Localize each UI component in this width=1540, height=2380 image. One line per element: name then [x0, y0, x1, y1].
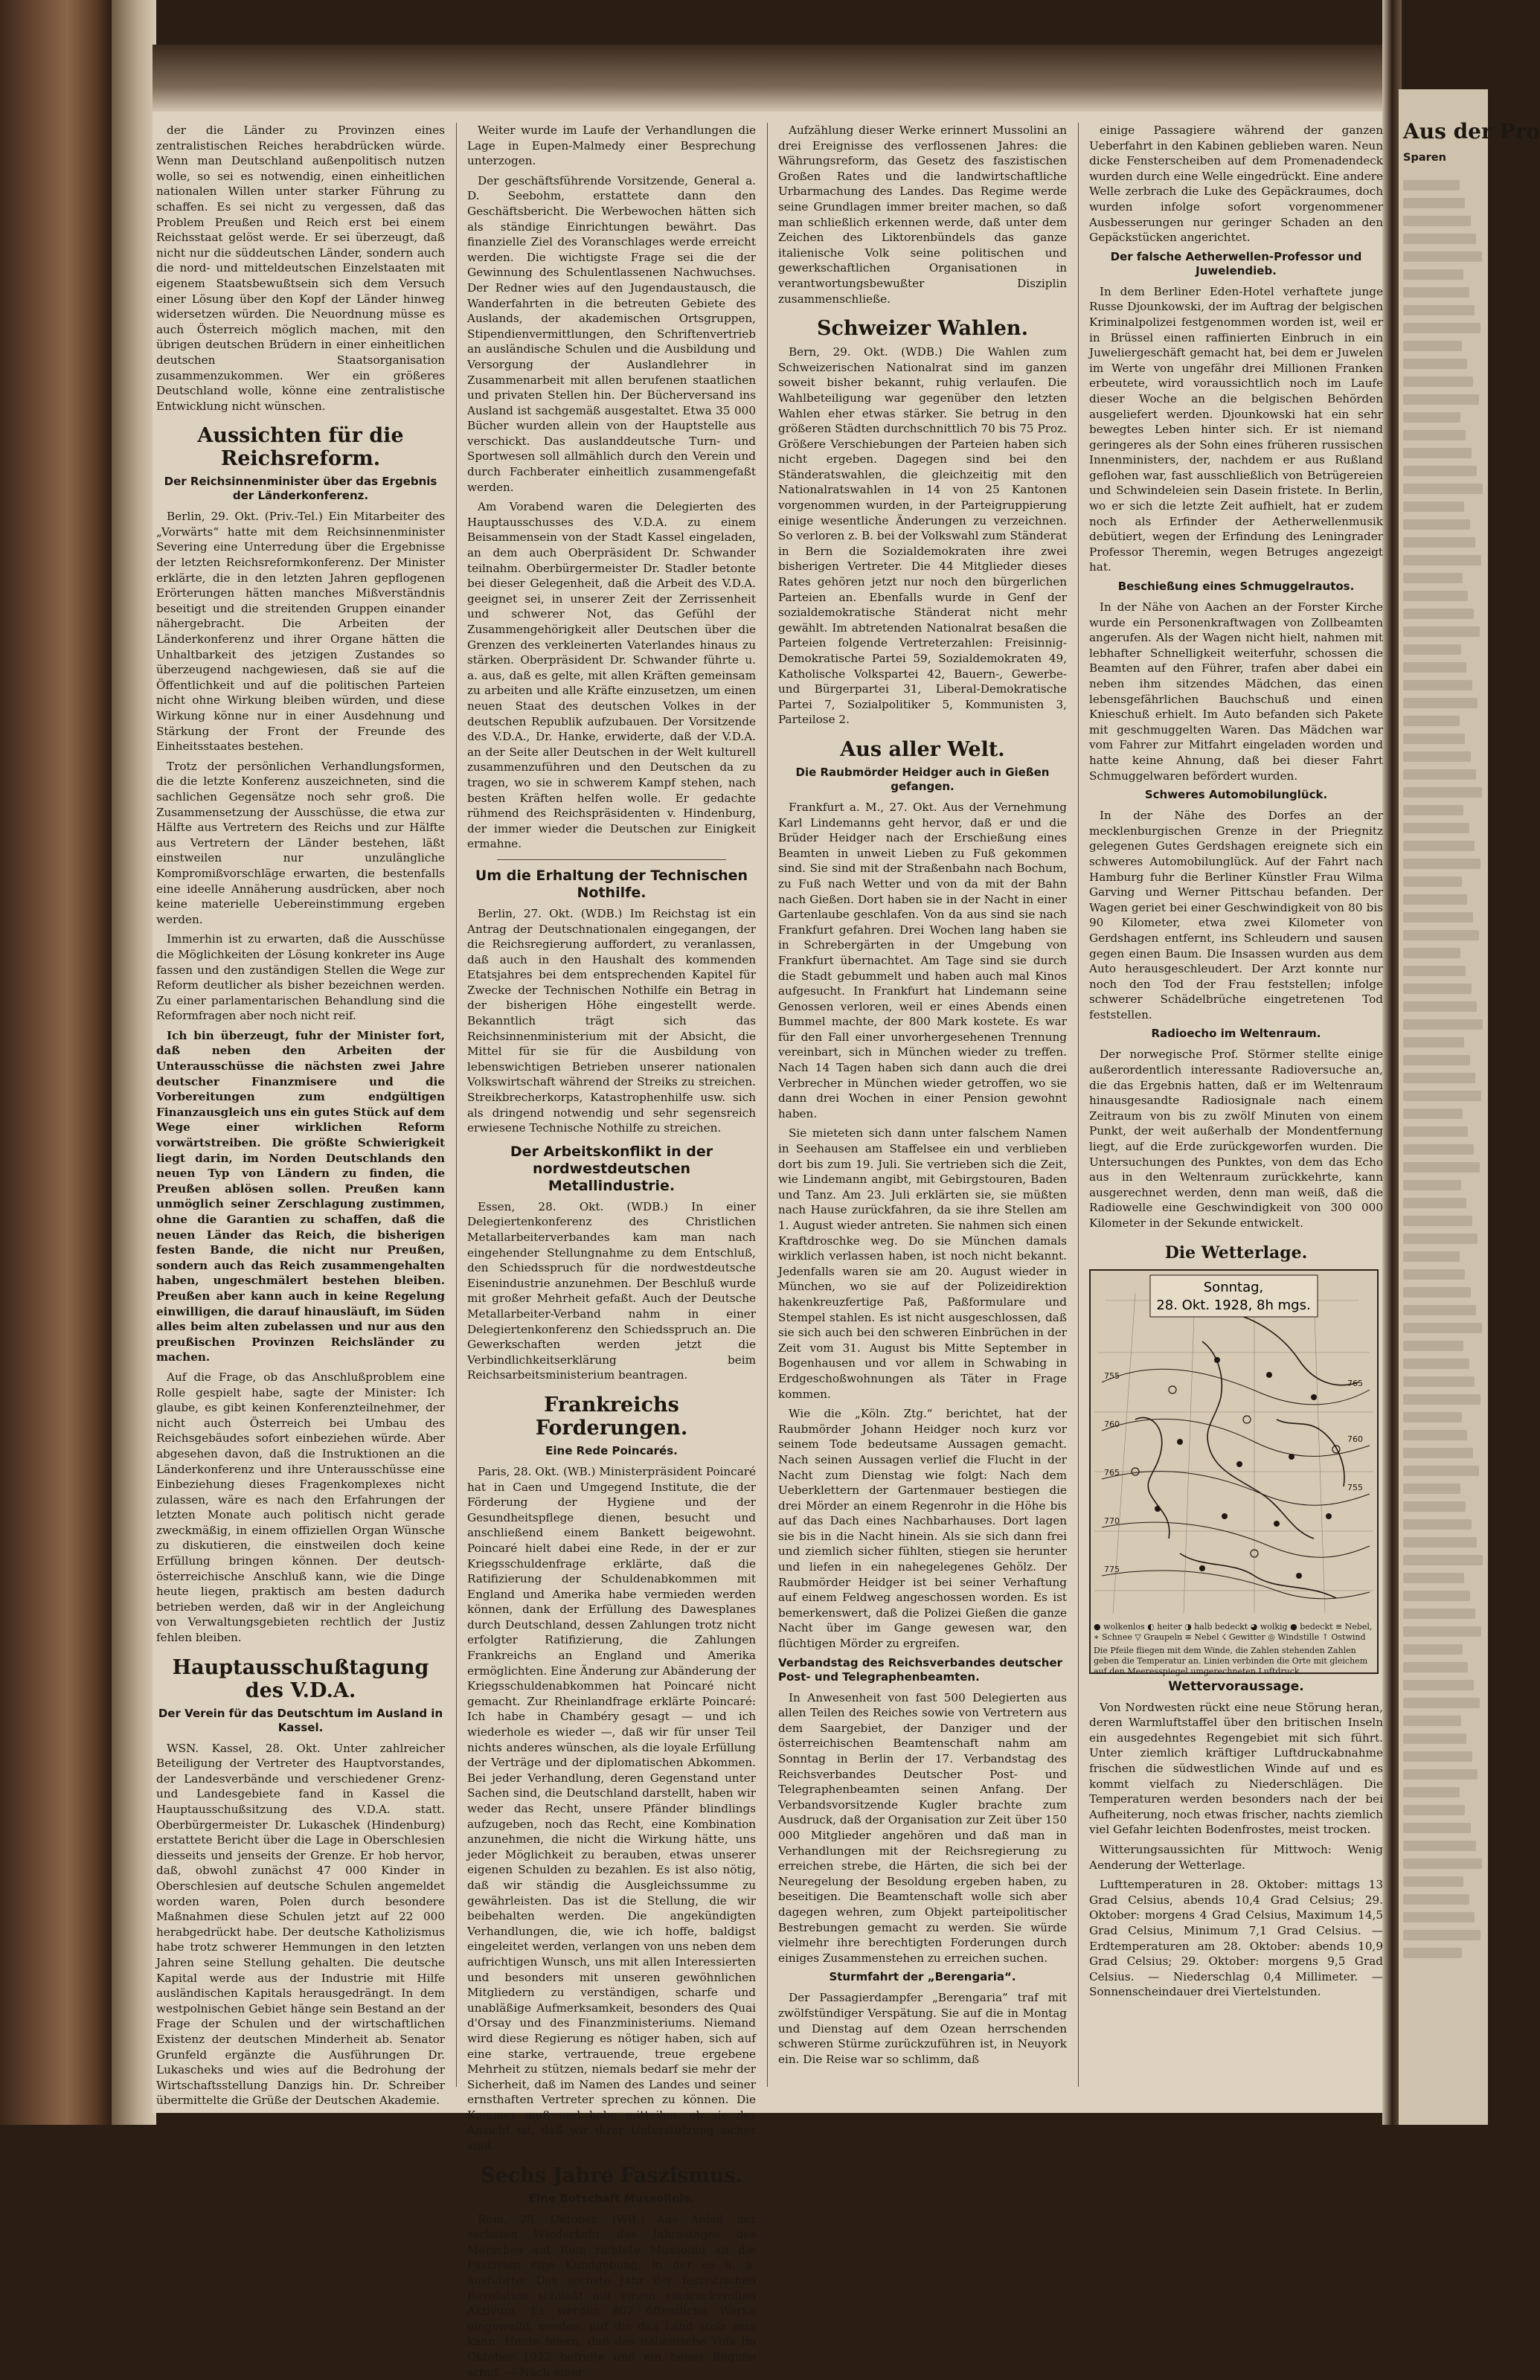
article-paragraph: Lufttemperaturen in 28. Oktober: mittags 13 Grad Celsius, abends 10,4 Grad Celsius; 29. Oktober: morgens 4 Grad Celsius, Maximum 14,5 Grad Celsius, Minimum 7,1 Grad Celsius. — Erdtemperaturen am 28. Oktober: abends 10,9 Grad Celsius; 29. Oktober: morgens 9,5 Grad Celsius. — Niederschlag 0,4 Millimeter. — Sonnenscheindauer drei Viertelstunden. — [1089, 1878, 1383, 1999]
adjacent-page-text-line — [1403, 448, 1472, 458]
adjacent-page-text-line — [1403, 1751, 1472, 1762]
article-bold-paragraph: Ich bin überzeugt, fuhr der Minister fort, daß neben den Arbeiten der Unterausschüsse die nächsten zwei Jahre deutscher Finanzmisere und die Vorbereitungen zum endgültigen Finanzausgleich uns ein gutes Stück auf dem Wege einer wirklichen Reform vorwärtstreiben. Die größte Schwierigkeit liegt darin, im Norden Deutschlands den neuen Typ von Ländern zu finden, die Preußen ablösen sollen. Preußen kann unmöglich seiner Zerschlagung zustimmen, ohne die Garantien zu schaffen, daß die neuen Länder das Reich, die bisherigen festen Bande, die nicht nur Preußen, sondern auch das Reich zusammengehalten haben, ungeschmälert bestehen bleiben. Preußen aber kann auch in keine Regelung einwilligen, die darauf hinausläuft, im Süden alles beim alten zubelassen und nur aus den preußischen Provinzen Reichsländer zu machen. — [156, 1028, 445, 1364]
adjacent-page-text-line — [1403, 287, 1469, 298]
weather-map — [1089, 1269, 1379, 1674]
adjacent-page-text-line — [1403, 1769, 1478, 1780]
page-top-edge — [153, 45, 1384, 115]
adjacent-page-text-line — [1403, 1073, 1475, 1083]
adjacent-page-text-line — [1403, 859, 1480, 869]
adjacent-page-text-line — [1403, 1430, 1467, 1440]
article-subhead: Die Raubmörder Heidger auch in Gießen gefangen. — [795, 765, 1050, 793]
article-paragraph: Frankfurt a. M., 27. Okt. Aus der Vernehmung Karl Lindemanns geht hervor, daß er und die Brüder Heidger nach der Erschießung eines Beamten in unweit Lieben zu Fuß gekommen sind. Sie sind mit der Straßenbahn nach Bochum, zu Fuß nach Wetter und von da mit der Bahn nach Gießen. Dort haben sie in der Nacht in einer Gartenlaube geschlafen. Von da aus sind sie nach Frankfurt gefahren. Drei Wochen lang haben sie in Schrebergärten in der Umgebung von Frankfurt übernachtet. Am Tage sind sie durch die Stadt gebummelt und haben auch mal Kinos aufgesucht. In Frankfurt hat Lindemann seine Genossen verloren, weil er eines Abends einen Bummel machte, der 800 Mark kostete. Es war für den Fall einer unvorhergesehenen Trennung vereinbart, sich in München wieder zu treffen. Nach 14 Tagen haben sich dann auch die drei Verbrecher in München wieder getroffen, wo sie dann drei Wochen in einer Pension gewohnt haben. — [778, 800, 1067, 1120]
adjacent-page-text-line — [1403, 1787, 1460, 1797]
adjacent-page-text-line — [1403, 1019, 1483, 1030]
adjacent-page-text-line — [1403, 1055, 1470, 1065]
isobar-label: 765 — [1347, 1378, 1363, 1388]
adjacent-page-text-line — [1403, 698, 1478, 708]
column-2 — [467, 123, 756, 2379]
article-paragraph: Sie mieteten sich dann unter falschem Namen in Seehausen am Staffelsee ein und verblieben dort bis zum 19. Juli. Sie vertrieben sich die Zeit, wie Lindemann angibt, mit Gebirgstouren, Baden und Tanz. Am 23. Juli erklärten sie, sie müßten nach Hause zurückfahren, da sie ihre Stellen am 1. August wieder antreten. Sie nahmen sich einen Kraftdroschke weg. Do sie München damals wirklich verlassen haben, ist noch nicht bekannt. Jedenfalls waren sie am 20. August wieder in München, wo sie auf der Polizeidirektion hakenkreuzfertige Paß, Paßformulare und Stempel stahlen. Es ist nicht ausgeschlossen, daß sie sich auch bei den schweren Einbrüchen in der Zeit vom 31. August bis Mitte September in Bogenhausen und vor allem in Schwabing in Erdgeschoßwohnungen als Täter in Frage kommen. — [778, 1126, 1067, 1401]
adjacent-page-text-line — [1403, 180, 1460, 190]
adjacent-page-text-line — [1403, 644, 1461, 655]
column-3 — [778, 123, 1067, 2094]
adjacent-page-text-line — [1403, 823, 1469, 833]
adjacent-page-text-line — [1403, 484, 1483, 494]
article-subhead: Der Verein für das Deutschtum im Ausland in Kassel. — [158, 1706, 443, 1734]
article-paragraph: In Anwesenheit von fast 500 Delegierten aus allen Teilen des Reiches sowie von Vertretern aus dem Saargebiet, der Danziger und der österreichischen Beamtenschaft nahm am Sonntag in Berlin der 17. Verbandstag des Reichsverbandes Deutscher Post- und Telegraphenbeamten seinen Anfang. Der Verbandsvorsitzende Kugler brachte zum Ausdruck, daß der Organisation zur Zeit über 150 000 Mitglieder angehören und daß man in Verhandlungen mit der Reichsregierung zu erreichen strebe, die Härten, die sich bei der Neuregelung der Besoldung ergeben haben, zu beseitigen. Die Beamtenschaft wolle sich aber dagegen wehren, zum Objekt parteipolitischer Bestrebungen gemacht zu werden. Sie würde vielmehr ihre berechtigten Forderungen durch einiges Zusammenstehen zu erreichen suchen. — [778, 1690, 1067, 1965]
adjacent-page-text-line — [1403, 1591, 1470, 1601]
weather-map-legend: ● wolkenlos ◐ heiter ◑ halb bedeckt ◕ wolkig ● bedeckt ≡ Nebel, ∗ Schnee ▽ Graupeln ≡ Nebel ☇ Gewitter ◎ Windstille ↑ Ostwind — [1094, 1621, 1373, 1642]
adjacent-page-text-line — [1403, 1109, 1463, 1119]
adjacent-page-text-line — [1403, 1466, 1479, 1476]
adjacent-page-text-line — [1403, 359, 1467, 369]
adjacent-page-text-line — [1403, 1001, 1477, 1012]
adjacent-page-text-line — [1403, 1412, 1462, 1422]
adjacent-page-text-line — [1403, 1251, 1460, 1262]
article-paragraph: In der Nähe des Dorfes an der mecklenburgischen Grenze in der Priegnitz gelegenen Gutes Gerdshagen ereignete sich ein schweres Automobilunglück. Auf der Fahrt nach Hamburg fuhr die Berliner Künstler Frau Wilma Garving und Werner Pittschau befanden. Der Wagen geriet bei einer Geschwindigkeit von 80 bis 90 Kilometer, etwa zwei Kilometer von Gerdshagen entfernt, ins Schleudern und sausen gegen einen Baum. Die Insassen wurden aus dem Auto herausgeschleudert. Der Arzt konnte nur noch den Tod der Frau feststellen; infolge schwerer Schädelbrüche eingetretenen Tod feststellen. — [1089, 809, 1383, 1021]
adjacent-page-text-line — [1403, 626, 1480, 637]
weather-headline: Die Wetterlage. — [1164, 1242, 1308, 1263]
column-intro-paragraph: Weiter wurde im Laufe der Verhandlungen die Lage in Eupen-Malmedy einer Besprechung unterzogen. — [467, 124, 756, 168]
adjacent-page-text-line — [1403, 519, 1470, 530]
article-paragraph: Paris, 28. Okt. (WB.) Ministerpräsident Poincaré hat in Caen und Umgegend Institute, die der Förderung der Hygiene und der Gesundheitspflege dienen, besucht und anschließend einem Bankett beigewohnt. Poincaré hielt dabei eine Rede, in der er zur Kriegsschuldenfrage erklärte, daß die Ratifizierung der Schuldenabkommen mit England und Amerika habe vermieden werden können, dank der Erfüllung des Dawesplanes durch Deutschland, dessen Zahlungen trotz nicht erfolgter Ratifizierung, die Zahlungen Frankreichs an England und Amerika ermöglichten. Eine Änderung zur Abänderung der Kriegsschuldenabkommen hat Poincaré nicht gemacht. Zur Rheinlandfrage erklärte Poincaré: Ich habe in Chambéry gesagt — und ich wiederhole es wieder —, daß wir für unser Teil nichts anderes wünschen, als die loyale Erfüllung der Verträge und der diplomatischen Abkommen. Bei jeder Verhandlung, deren Gegenstand unter Sachen sind, die Deutschland darstellt, haben wir weder das Recht, unsere Pfänder blindlings aufzugeben, noch das Recht, eine Kombination anzunehmen, die nicht die Wirkung hätte, uns jeder Möglichkeit zu berauben, etwas unserer eigenen Schulden zu bezahlen. Es ist also nötig, daß wir ständig die Ausgleichssumme zu gewährleisten. Das ist die Stellung, die wir beibehalten werden. Die angekündigten Verhandlungen, die, wie ich hoffe, baldigst eingeleitet werden, verlangen von uns neben dem aufrichtigen Wunsch, uns mit allen Interessierten und besonders mit unseren gewöhnlichen Mitgliedern zu verständigen, scharfe und unabläßige Aufmerksamkeit, besonders des Quai d'Orsay und des Finanzministeriums. Niemand wird diese Regierung es nötiger haben, sich auf eine starke, vertrauende, treue ergebene Mehrheit zu stützen, niemals bedarf sie mehr der Sicherheit, daß im Namen des Landes und seiner ernsthaften Vertreter sprechen zu können. Die Kammer muß und habe mitteilen, ob sie der Ansicht ist, daß wir ihrer Unterstützung sicher sind. — [467, 1464, 756, 2153]
adjacent-page-strip — [1399, 89, 1540, 2125]
adjacent-page-text-line — [1403, 662, 1466, 673]
adjacent-page-text-line — [1403, 1305, 1476, 1315]
adjacent-page-text-line — [1403, 1180, 1461, 1190]
adjacent-page-text-line — [1403, 591, 1468, 601]
adjacent-page-headline: Aus der Pro — [1403, 119, 1540, 144]
adjacent-page-text-line — [1403, 501, 1464, 512]
isobar-label: 770 — [1104, 1515, 1120, 1526]
adjacent-page-text-line — [1403, 1287, 1471, 1298]
article-headline: Aussichten für die Reichsreform. — [197, 424, 404, 471]
article-paragraph: Witterungsaussichten für Mittwoch: Wenig Aenderung der Wetterlage. — [1089, 1842, 1383, 1872]
isobar-label: 760 — [1347, 1434, 1363, 1444]
adjacent-page-text-line — [1403, 841, 1475, 851]
adjacent-page-text-line — [1403, 555, 1481, 565]
isobar-label: 755 — [1347, 1482, 1363, 1492]
article-headline: Frankreichs Forderungen. — [535, 1393, 688, 1440]
adjacent-page-text-line — [1403, 573, 1463, 583]
adjacent-page-text-line — [1403, 1608, 1475, 1619]
article-headline: Um die Erhaltung der Technischen Nothilfe. — [475, 867, 748, 901]
adjacent-page-text-line — [1403, 1626, 1481, 1637]
adjacent-page-text-line — [1403, 609, 1474, 619]
adjacent-page-text-line — [1403, 1269, 1465, 1280]
adjacent-page-text-line — [1403, 805, 1463, 815]
article-headline: Hauptausschußtagung des V.D.A. — [172, 1655, 429, 1702]
adjacent-page-text-line — [1403, 376, 1473, 387]
adjacent-page-text-line — [1403, 1376, 1475, 1387]
adjacent-page-text-line — [1403, 305, 1475, 315]
adjacent-page-text-line — [1403, 430, 1466, 440]
adjacent-page-text-line — [1403, 234, 1476, 244]
weather-map-legend-note: Die Pfeile fliegen mit dem Winde, die Zahlen stehenden Zahlen geben die Temperatur an. Linien verbinden die Orte mit gleichem auf den Meeresspiegel umgerechneten Luftdruck. — [1094, 1645, 1368, 1676]
column-intro-paragraph: einige Passagiere während der ganzen Ueberfahrt in den Kabinen geblieben waren. Neun dicke Fensterscheiben auf dem Promenadendeck wurden durch eine Welle eingedrückt. Eine andere Welle zerbrach die Luke des Gepäckraumes, doch wurden infolge sofort vorgenommener Ausbesserungen nur geringer Schaden an den Gepäckstücken angerichtet. — [1089, 124, 1383, 245]
article-headline: Schweizer Wahlen. — [817, 317, 1028, 341]
column-intro-paragraph: Am Vorabend waren die Delegierten des Hauptausschusses des V.D.A. zu einem Beisammensein von der Stadt Kassel eingeladen, an dem auch Oberpräsident Dr. Schwander teilnahm. Oberbürgermeister Dr. Stadler betonte bei dieser Gelegenheit, daß die Arbeit des V.D.A. geeignet sei, in unserer Zeit der Zerrissenheit und schwerer Not, das Gefühl der Zusammengehörigkeit aller Deutschen über die Grenzen des verkleinerten Vaterlandes hinaus zu stärken. Oberpräsident Dr. Schwander führte u. a. aus, daß es gelte, mit allen Kräften gemeinsam zu arbeiten und alle Kräfte einzusetzen, um einen neuen Staat des deutschen Volkes in der deutschen Republik aufzubauen. Der Vorsitzende des V.D.A., Dr. Hanke, erwiderte, daß der V.D.A. an der Seite aller Deutschen in der Welt kulturell zusammenzuführen und den Deutschen da zu tragen, wo sie in schwerem Kampf stehen, nach besten Kräften helfen wolle. Er gedachte rühmend des Reichspräsidenten v. Hindenburg, der immer wieder die Deutschen zur Einigkeit ermahne. — [467, 500, 756, 851]
adjacent-page-text-line — [1403, 466, 1477, 476]
adjacent-page-text-line — [1403, 1234, 1478, 1244]
article-headline: Der falsche Aetherwellen-Professor und Juwelendieb. — [1110, 249, 1362, 278]
column-rule — [456, 123, 457, 2087]
adjacent-page-text-line — [1403, 394, 1479, 405]
adjacent-page-text-line — [1403, 1948, 1462, 1958]
adjacent-page-text-line — [1403, 1555, 1483, 1565]
article-subhead: Der Reichsinnenminister über das Ergebnis der Länderkonferenz. — [164, 475, 437, 503]
adjacent-page-text-line — [1403, 1680, 1474, 1690]
adjacent-page-text-line — [1403, 912, 1473, 923]
article-subhead: Eine Botschaft Mussolinis. — [528, 2191, 695, 2205]
column-intro-paragraph: Aufzählung dieser Werke erinnert Mussolini an drei Ereignisse des verflossenen Jahres: die Währungsreform, das Gesetz des faszistischen Großen Rates und die landwirtschaftliche Urbarmachung des Landes. Das Regime werde seine Grundlagen immer breiter machen, so daß man schließlich erkennen werde, daß unter dem Zeichen des Liktorenbündels das ganze italienische Volk seine politischen und gewerkschaftlichen Organisationen in verantwortungsbewußter Disziplin zusammenschließe. — [778, 124, 1067, 306]
book-binding — [0, 0, 112, 2125]
adjacent-page-text-line — [1403, 1091, 1481, 1101]
column-1 — [156, 123, 445, 2108]
adjacent-page-text-line — [1403, 1912, 1475, 1922]
adjacent-page-text-line — [1403, 1662, 1468, 1672]
article-headline: Schweres Automobilunglück. — [1144, 788, 1328, 802]
adjacent-page-text-line — [1403, 1323, 1482, 1333]
article-paragraph: Trotz der persönlichen Verhandlungsformen, die die letzte Konferenz auszeichneten, sind die sachlichen Gegensätze noch sehr groß. Die Zusammensetzung der Ausschüsse, die etwa zur Hälfte aus Vertretern des Reichs und zur Hälfte aus Vertretern der Länder bestehen, läßt einstweilen nur unzulängliche Kompromißvorschläge erwarten, die bestenfalls eine ideelle Annäherung ausdrücken, aber noch keine materielle Uebereinstimmung ergeben werden. — [156, 759, 445, 926]
adjacent-page-text-line — [1403, 251, 1482, 262]
adjacent-page-text-line — [1403, 716, 1460, 726]
article-paragraph: Essen, 28. Okt. (WDB.) In einer Delegiertenkonferenz des Christlichen Metallarbeiterverbandes kam man nach eingehender Stellungnahme zu dem Entschluß, den Schiedsspruch für die nordwestdeutsche Eisenindustrie anzunehmen. Der Beschluß wurde mit großer Mehrheit gefaßt. Auch der Deutsche Metallarbeiter-Verband nahm in einer Delegiertenkonferenz den Schiedsspruch an. Die Gewerkschaften werden jetzt die Verbindlichkeitserklärung beim Reichsarbeitsministerium beantragen. — [467, 1199, 756, 1382]
adjacent-page-text-line — [1403, 787, 1482, 798]
adjacent-page-text-line — [1403, 1823, 1471, 1833]
article-paragraph: In der Nähe von Aachen an der Forster Kirche wurde ein Personenkraftwagen von Zollbeamten angerufen. Als der Wagen nicht hielt, nahmen mit lebhafter Schnelligkeit weiterfuhr, schossen die Beamten auf den Führer, trafen aber dabei ein neben ihm sitzendes Mädchen, das einen lebensgefährlichen Bauchschuß und einen Knieschuß erhielt. Im Auto befanden sich Pakete mit geschmuggelten Waren. Das Mädchen war vom Fahrer zur Mitfahrt eingeladen worden und hatte keine Ahnung, daß bei dieser Fahrt Schmuggelwaren befördert wurden. — [1089, 600, 1383, 783]
adjacent-page-text-line — [1403, 948, 1460, 958]
article-headline: Beschießung eines Schmuggelrautos. — [1117, 580, 1355, 594]
adjacent-page-text-line — [1403, 1841, 1476, 1851]
adjacent-page-text-line — [1403, 680, 1472, 690]
adjacent-page-text-line — [1403, 537, 1475, 548]
article-paragraph: Bern, 29. Okt. (WDB.) Die Wahlen zum Schweizerischen Nationalrat sind im ganzen soweit bisher bekannt, ruhig verlaufen. Die Wahlbeteiligung war gegenüber den letzten Wahlen eher etwas stärker. Sie betrug in den größeren Städten durchschnittlich 70 bis 75 Proz. Größere Verschiebungen der Parteien haben sich nicht ergeben. Dagegen sind bei den Ständeratswahlen, die gleichzeitig mit den Nationalratswahlen in 14 von 25 Kantonen vorgenommen wurden, in der Parteigruppierung einige wesentliche Änderungen zu verzeichnen. So verloren z. B. bei der Volkswahl zum Ständerat in Bern die Sozialdemokraten ihre zwei bisherigen Vertreter. Die 44 Mitglieder dieses Rates gehören jetzt nur noch den bürgerlichen Parteien an. Ebenfalls wurde in Genf der sozialdemokratische Ständerat nicht mehr gewählt. Im abtretenden Nationalrat besaßen die Parteien folgende Vertreterzahlen: Freisinnig-Demokratische Partei 59, Sozialdemokraten 49, Katholische Volkspartei 42, Bauern-, Gewerbe- und Bürgerpartei 31, Liberal-Demokratische Partei 7, Sozialpolitiker 5, Kommunisten 3, Parteilose 2. — [778, 345, 1067, 727]
adjacent-page-text-line — [1403, 1198, 1466, 1208]
article-subhead: Eine Rede Poincarés. — [545, 1443, 678, 1457]
adjacent-page-text-lines — [1399, 170, 1488, 1958]
article-paragraph: Von Nordwesten rückt eine neue Störung heran, deren Warmluftstaffel über den britischen Inseln ein ausgedehntes Regengebiet mit sich führt. Unter ziemlich kräftiger Luftdruckabnahme frischen die südwestlichen Winde auf und es kommt vielfach zu Niederschlägen. Die Temperaturen werden besonders nach der bei Aufheiterung, noch etwas frischer, nachts ziemlich viel Gefahr leichten Bodenfrostes, meist trocken. — [1089, 1700, 1383, 1837]
adjacent-page-text-line — [1403, 269, 1463, 280]
article-headline: Aus aller Welt. — [840, 737, 1005, 761]
article-headline: Sechs Jahre Faszismus. — [480, 2164, 743, 2187]
article-paragraph: WSN. Kassel, 28. Okt. Unter zahlreicher Beteiligung der Vertreter des Hauptvorstandes, der Landesverbände und verschiedener Grenz- und Landesgebiete fand in Kassel die Hauptausschußsitzung des V.D.A. statt. Oberbürgermeister Dr. Lukaschek (Hindenburg) erstattete Bericht über die Lage in Oberschlesien diesseits und jenseits der Grenze. Er hob hervor, daß, obwohl zunächst 47 000 Kinder in Oberschlesien auf deutsche Schulen angemeldet worden waren, Polen durch besondere Maßnahmen diese Schulen jetzt auf 22 000 herabgedrückt habe. Der deutsche Katholizismus habe trotz schwerer Hemmungen in den letzten Jahren seine Stellung gehalten. Die deutsche Kapital werde aus der Industrie mit Hilfe ausländischen Kapitals herausgedrängt. In dem westpolnischen Gebiet hänge sein Bestand an der Frage der Schulen und der wirtschaftlichen Existenz der deutschen Minderheit ab. Senator Grunfeld ergänzte die Ausführungen Dr. Lukascheks und wies auf die Bedrohung der Wirtschaftsstellung Danzigs hin. Dr. Schreiber übermittelte die Grüße der Deutschen Akademie. — [156, 1741, 445, 2108]
adjacent-page-text-line — [1403, 894, 1467, 905]
column-intro-paragraph: der die Länder zu Provinzen eines zentralistischen Reiches herabdrücken würde. Wenn man Deutschland außenpolitisch nutzen wolle, so sei es notwendig, einen einheitlichen nationalen Willen unter starker Führung zu schaffen. Es sei nicht zu vergessen, daß das Problem Preußen und Reich erst bei einem Reichsstaat gelöst werde. Er sei überzeugt, daß nicht nur die süddeutschen Länder, sondern auch die nord- und mitteldeutschen Einzelstaaten mit eigenem Staatsbewußtsein sich dem Versuch einer Lösung über den Kopf der Länder hinweg widersetzen würden. Die Neuordnung müsse es auch Österreich möglich machen, mit den übrigen deutschen Brüdern in einer einheitlichen deutschen Staatsorganisation zusammenzukommen. Wer ein größeres Deutschland wolle, könne eine zentralistische Entwicklung nicht wünschen. — [156, 124, 445, 413]
article-paragraph: Der Passagierdampfer „Berengaria“ traf mit zwölfstündiger Verspätung. Sie auf die in Montag und Dienstag auf dem Ozean herrschenden schweren Stürme zurückzuführen ist, in Neuyork ein. Die Reise war so schlimm, daß — [778, 1991, 1067, 2066]
adjacent-page-text-line — [1403, 930, 1479, 940]
adjacent-page-text-line — [1403, 751, 1471, 762]
adjacent-page-text-line — [1403, 1858, 1482, 1869]
article-paragraph: Wie die „Köln. Ztg.“ berichtet, hat der Raubmörder Johann Heidger noch kurz vor seinem Tode bedeutsame Aussagen gemacht. Nach seinen Aussagen verlief die Flucht in der Nacht zum Dienstag wie folgt: Nach dem Ueberklettern der Gartenmauer bestiegen die drei Mörder an einem Regenrohr in die Höhe bis auf das Dach eines Nachbarhauses. Dort lagen sie bis in die Nacht hinein. Als sie sich dann frei und ziemlich sicher fühlten, stiegen sie herunter und liefen in ein nahegelegenes Gehölz. Der Raubmörder Heidger ist bei seiner Verhaftung auf einem Feldweg angeschossen worden. Es ist bemerkenswert, daß die Polizei Gießen die ganze Nacht über im Gange gewesen war, den flüchtigen Mörder zu ergreifen. — [778, 1407, 1067, 1651]
adjacent-page-text-line — [1403, 1162, 1480, 1173]
column-rule — [1078, 123, 1079, 2087]
adjacent-page-text-line — [1403, 198, 1465, 208]
article-paragraph: Auf die Frage, ob das Anschlußproblem eine Rolle gespielt habe, sagte der Minister: Ich glaube, es gibt keinen Konferenzteilnehmer, der nicht auch Österreich bei Umbau des Reichsgebäudes sofort einbeziehen würde. Aber abgesehen davon, daß die Instruktionen an die Länderkonferenz und ihre Unterausschüsse eine Einbeziehung dieses Fragenkomplexes nicht zulassen, wäre es nach den Erfahrungen der letzten Monate auch politisch nicht gerade zweckmäßig, in einem offiziellen Organ Wünsche zu diskutieren, die einstweilen doch keine Erfüllung bringen können. Der deutsch-österreichische Anschluß kann, wie die Dinge heute liegen, praktisch am besten dadurch betrieben werden, daß wir in der Angleichung von Verwaltungsgebieten rechtlich der Justiz fehlen bleiben. — [156, 1370, 445, 1645]
article-paragraph: Berlin, 27. Okt. (WDB.) Im Reichstag ist ein Antrag der Deutschnationalen eingegangen, der die Reichsregierung auffordert, zu veranlassen, daß auch in den Haushalt des kommenden Etatsjahres bei dem entsprechenden Kapitel für Zwecke der Technischen Nothilfe ein Betrag in der bisherigen Höhe eingestellt werde. Bekanntlich trägt sich das Reichsinnenministerium mit der Absicht, die Mittel für sie für die Ausbildung von lebenswichtigen Betrieben unserer nationalen Volkswirtschaft während der Streiks zu streichen. Streikbrecherkorps, Katastrophenhilfe usw. sich als dringend notwendig und sehr segensreich erwiesene Technische Nothilfe zu streichen. — [467, 906, 756, 1135]
adjacent-page-text-line — [1403, 1448, 1473, 1458]
adjacent-page-text-line — [1403, 216, 1471, 226]
article-paragraph: Berlin, 29. Okt. (Priv.-Tel.) Ein Mitarbeiter des „Vorwärts“ hatte mit dem Reichsinnenminister Severing eine Unterredung über die Ergebnisse der letzten Reichsreformkonferenz. Der Minister erklärte, die in den letzten Jahren gepflogenen Erörterungen hätten manches Mißverständnis beseitigt und die streitenden Gruppen einander nähergebracht. Die Arbeiten der Länderkonferenz und ihrer Organe hätten die Unhaltbarkeit des jetzigen Zustandes so überzeugend nachgewiesen, daß sie auf die Öffentlichkeit und auf die politischen Parteien nicht ohne Wirkung bleiben würden, und diese Wirkung könne nur in einer Ausdehnung und Stärkung der Front der Freunde des Einheitsstaates bestehen. — [156, 510, 445, 754]
page-gutter — [112, 0, 156, 2125]
weather-map-date: 28. Okt. 1928, 8h mgs. — [1156, 1297, 1311, 1313]
isobar-label: 765 — [1104, 1467, 1120, 1478]
adjacent-page-text-line — [1403, 1930, 1480, 1940]
adjacent-page-text-line — [1403, 1698, 1480, 1708]
adjacent-page-text-line — [1403, 734, 1465, 744]
article-paragraph: Rom, 28. Oktober. (WB.) Aus Anlaß der sechsten Wiederkehr des Jahrestages des Marsches auf Rom richtete Mussolini an die Faszisten eine Kundgebung, in der es u. a. ausführte: Das sechste Jahr der faszistischen Revolution schließt mit einem eindrucksvollen Aktivum. Es werden 802 öffentliche Werke eingeweiht werden, auf die das Land stolz sein kann. Heute feiern, daß das italienische Volk im Oktober 1922 befreite und ein neues Regime schuf. — Nach einer — [467, 2212, 756, 2379]
adjacent-page-text-line — [1403, 1733, 1466, 1744]
adjacent-page-text-line — [1403, 1876, 1463, 1887]
article-paragraph: In dem Berliner Eden-Hotel verhaftete junge Russe Djounkowski, der im Auftrag der belgischen Kriminalpolizei festgenommen worden ist, weil er in Brüssel einen raffinierten Einbruch in ein Juweliergeschäft gemacht hat, bei dem er Juwelen im Werte von ungefähr drei Millionen Franken erbeutete, wird voraussichtlich noch im Laufe dieser Woche an die belgischen Behörden ausgeliefert werden. Djounkowski hat ein sehr bewegtes Leben hinter sich. Er ist niemand geringeres als der Sohn eines früheren russischen Innenministers, der, nachdem er aus Rußland geflohen war, fast ausschließlich von Betrügereien und Schwindeleien sein Dasein fristete. In Berlin, wo er sich die letzte Zeit aufhielt, hat er zudem noch als Erfinder der Aetherwellenmusik debütiert, wegen der Erfindung des Leningrader Professor Theremin, wegen Betruges angezeigt hat. — [1089, 284, 1383, 574]
adjacent-page-text-line — [1403, 966, 1466, 976]
article-headline: Radioecho im Weltenraum. — [1151, 1027, 1321, 1041]
article-headline: Sturmfahrt der „Berengaria“. — [829, 1970, 1016, 1984]
adjacent-page-text-line — [1403, 1484, 1460, 1494]
adjacent-page-text-line — [1403, 1519, 1472, 1530]
article-headline: Wettervoraussage. — [1168, 1678, 1304, 1694]
adjacent-page-text-line — [1403, 1394, 1480, 1405]
adjacent-page-text-line — [1403, 412, 1460, 423]
isobar-label: 755 — [1104, 1370, 1120, 1381]
adjacent-page-text-line — [1403, 1144, 1474, 1155]
article-paragraph: Immerhin ist zu erwarten, daß die Ausschüsse die Möglichkeiten der Lösung konkreter ins Auge fassen und den zuständigen Stellen die Wege zur Reform deutlicher als bisher bezeichnen werden. Zu einer parlamentarischen Behandlung sind die Reformfragen aber noch nicht reif. — [156, 932, 445, 1023]
adjacent-page-text-line — [1403, 769, 1476, 780]
column-4 — [1089, 123, 1383, 2094]
adjacent-page-text-line — [1403, 1341, 1463, 1351]
article-paragraph: Der norwegische Prof. Störmer stellte einige außerordentlich interessante Radioversuche an, die das Ergebnis hatten, daß er im Weltenraum hinausgesandte Radiosignale nach einem Zeitraum von bis zu zwölf Minuten von einem Punkt, der weit außerhalb der Mondentfernung liegt, auf die Erde zurückgeworfen wurden. Die Untersuchungen des Punktes, von dem das Echo aus in den Weltenraum zurückkehrte, kann ausgerechnet werden, denn man weiß, daß die Radiowelle eine Geschwindigkeit von 300 000 Kilometer in der Sekunde entwickelt. — [1089, 1048, 1383, 1230]
adjacent-page-text-line — [1403, 1537, 1477, 1547]
adjacent-page-text-line — [1403, 1894, 1469, 1905]
adjacent-page-text-line — [1403, 876, 1462, 887]
adjacent-page-text-line — [1403, 1216, 1472, 1226]
adjacent-page-text-line — [1403, 1359, 1469, 1369]
weather-map-graphic — [1091, 1271, 1377, 1620]
isobar-label: 775 — [1104, 1564, 1120, 1574]
isobar-label: 760 — [1104, 1419, 1120, 1429]
adjacent-page-text-line — [1403, 1644, 1463, 1655]
adjacent-page-text-line — [1403, 1037, 1464, 1048]
adjacent-page-text-line — [1403, 341, 1462, 351]
adjacent-page-text-line — [1403, 1501, 1466, 1512]
adjacent-page-text-line — [1403, 323, 1480, 333]
adjacent-page-subhead: Sparen — [1403, 152, 1446, 164]
column-intro-paragraph: Der geschäftsführende Vorsitzende, General a. D. Seebohm, erstattete dann den Geschäftsbericht. Die Werbewochen hätten sich als ständige Einrichtungen bewährt. Das finanzielle Ziel des Voranschlages werde erreicht werden. Die wichtigste Frage sei die der Gewinnung des Schulentlassenen Nachwuchses. Der Redner wies auf den Jugendaustausch, die Wanderfahrten in die betreuten Gebiete des Auslands, der akademischen Ortsgruppen, Stipendienvermittlungen, den Schriftenvertrieb an ausländische Schulen und die Ausbildung und Versorgung der Auslandlehrer in Zusammenarbeit mit allen berufenen staatlichen und privaten Stellen hin. Der Bücherversand ins Ausland ist sachgemäß ausgestaltet. Etwa 35 000 Bücher wurden allein von der Hauptstelle aus verschickt. Das auslanddeutsche Turn- und Sportwesen soll allmählich durch den Verein und durch Fachberater einheitlich zusammengefaßt werden. — [467, 173, 756, 494]
article-headline: Der Arbeitskonflikt in der nordwestdeutschen Metallindustrie. — [510, 1143, 713, 1194]
adjacent-page-text-line — [1403, 1126, 1468, 1137]
adjacent-page-text-line — [1403, 1805, 1465, 1815]
adjacent-page-text-line — [1403, 984, 1472, 994]
weather-map-title: Sonntag, — [1203, 1279, 1264, 1295]
column-rule — [767, 123, 768, 2087]
adjacent-page-text-line — [1403, 1573, 1464, 1583]
article-divider — [497, 859, 726, 860]
adjacent-page-text-line — [1403, 1716, 1461, 1726]
article-headline: Verbandstag des Reichsverbandes deutscher Post- und Telegraphenbeamten. — [778, 1655, 1063, 1684]
